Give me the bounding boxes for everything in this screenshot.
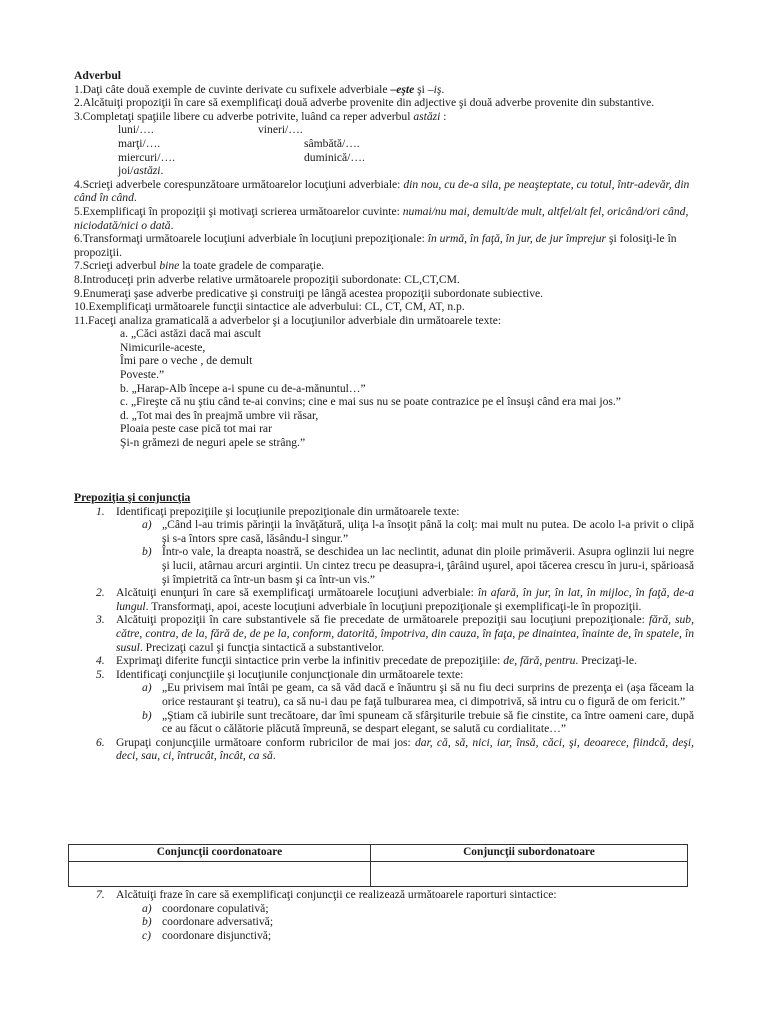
table-header-row	[69, 845, 688, 862]
text-a-line-1: a. „Căci astăzi dacă mai ascult	[120, 327, 261, 341]
table-row	[69, 862, 688, 887]
text-a-line-4: Poveste.”	[120, 368, 165, 382]
prep-item-1a: a) „Când l-au trimis părinţii la învăţătură, uliţa l-a însoţit până la colţ: mai mult nu putea. De acolo l-a privit o clipă şi s-a întors spre casă, lăsându-l singur.”	[142, 518, 694, 545]
question-3: 3.Completaţi spaţiile libere cu adverbe potrivite, luând ca reper adverbul astăzi :	[74, 109, 447, 123]
question-10: 10.Exemplificaţi următoarele funcţii sintactice ale adverbului: CL, CT, CM, AT, n.p.	[74, 300, 465, 314]
question-11: 11.Faceţi analiza gramaticală a adverbelor şi a locuţiunilor adverbiale din următoarele texte:	[74, 313, 502, 327]
prep-item-7a: a) coordonare copulativă;	[142, 901, 269, 915]
prep-section-end	[74, 888, 694, 942]
prep-item-7c: c) coordonare disjunctivă;	[142, 928, 272, 942]
text-a-line-2: Nimicurile-aceste,	[120, 340, 206, 354]
cell-coordonatoare[interactable]	[69, 862, 371, 887]
conjunction-table	[68, 844, 688, 887]
question-6: 6.Transformaţi următoarele locuţiuni adverbiale în locuţiuni prepoziţionale: în urmă, în faţă, în jur, de jur împrejur şi folosiţi-le în propoziţii.	[74, 232, 677, 259]
text-c: c. „Fireşte că nu ştiu când te-ai convins; cine e mai sus nu se poate contrazice pe el însuşi când era mai jos.”	[120, 395, 621, 409]
prep-item-3: 3. Alcătuiţi propoziţii în care substantivele să fie precedate de următoarele prepoziţii sau locuţiuni prepoziţionale: fără, sub, către, contra, de la, fără de, de pe la, conform, datorită, împotriva, din cauza, în faţa, pe dinaintea, înainte de, în spatele, în susul. Precizaţi cazul şi funcţia sintactică a substantivelor.	[96, 613, 694, 654]
prep-item-7b: b) coordonare adversativă;	[142, 915, 274, 929]
prep-item-7: 7. Alcătuiţi fraze în care să exemplificaţi conjuncţii ce realizează următoarele raporturi sintactice:	[96, 888, 557, 901]
prep-item-2: 2. Alcătuiţi enunţuri în care să exemplificaţi următoarele locuţiuni adverbiale: în afară, în jur, în lat, în mijloc, în faţă, de-a lungul. Transformaţi, apoi, aceste locuţiuni adverbiale în locuţiuni prepoziţionale şi exemplificaţi-le în propoziţii.	[96, 586, 695, 613]
adverb-title: Adverbul	[74, 69, 122, 82]
prep-item-4: 4. Exprimaţi diferite funcţii sintactice prin verbe la infinitiv precedate de prepoziţiile: de, fără, pentru. Precizaţi-le.	[96, 654, 637, 668]
days-row-2: marţi/…. sâmbătă/….	[118, 136, 360, 150]
prep-item-5a: a) „Eu privisem mai întâi pe geam, ca să văd dacă e înăuntru şi să nu fiu deci surprins de prezenţa ei (aşa făceam la orice restaurant şi teatru), ca să nu-i dau pe faţă tulburarea mea, ci dimpotrivă, să intru cu o figură de om fericit.”	[142, 681, 694, 708]
question-2: 2.Alcătuiţi propoziţii în care să exemplificaţi două adverbe provenite din adjective şi două adverbe provenite din substantive.	[74, 96, 655, 110]
header-coordonatoare: Conjuncţii coordonatoare	[69, 845, 371, 862]
prep-item-1b: b) Într-o vale, la dreapta noastră, se deschidea un lac neclintit, adunat din ploile primăverii. Asupra oglinzii lui negre şi lucii, atârnau arcuri argintii. Un cintez trecu pe deasupra-i, ţârâind uşurel, apoi tăcerea crescu în juru-i, spărioasă şi împietrită ca într-un basm şi ca într-un vis.”	[142, 545, 694, 586]
days-row-1: luni/…. vineri/….	[118, 123, 303, 137]
text-d-line-2: Ploaia peste case pică tot mai rar	[120, 422, 272, 436]
question-8: 8.Introduceţi prin adverbe relative următoarele propoziţii subordonate: CL,CT,CM.	[74, 272, 460, 286]
question-7: 7.Scrieţi adverbul bine la toate gradele de comparaţie.	[74, 259, 325, 273]
prep-item-1: 1. Identificaţi prepoziţiile şi locuţiunile prepoziţionale din următoarele texte:	[96, 504, 460, 518]
prep-item-5b: b) „Ştiam că iubirile sunt trecătoare, dar îmi spuneam că sfârşiturile trebuie să fie cinstite, ca între oameni care, după ce au făcut o călătorie plăcută împreună, se despart elegant, se salută cu cordialitate…”	[142, 708, 694, 736]
text-b: b. „Harap-Alb începe a-i spune cu de-a-mănuntul…”	[120, 381, 366, 395]
question-1: 1.Daţi câte două exemple de cuvinte derivate cu sufixele adverbiale –eşte şi –iş.	[74, 82, 445, 96]
text-d-line-3: Şi-n grămezi de neguri apele se strâng.”	[120, 436, 306, 450]
prep-title: Prepoziţia şi conjuncţia	[74, 491, 191, 504]
days-row-4: joi/astăzi.	[118, 164, 164, 178]
text-d-line-1: d. „Tot mai des în preajmă umbre vii răsar,	[120, 408, 319, 422]
question-9: 9.Enumeraţi şase adverbe predicative şi construiţi pe lângă acestea propoziţii subordonate subiective.	[74, 286, 544, 300]
header-subordonatoare: Conjuncţii subordonatoare	[370, 845, 687, 862]
prep-item-5: 5. Identificaţi conjuncţiile şi locuţiunile conjuncţionale din următoarele texte:	[96, 667, 464, 681]
question-5: 5.Exemplificaţi în propoziţii şi motivaţi scrierea următoarelor cuvinte: numai/nu mai, demult/de mult, altfel/alt fel, oricând/ori când, niciodată/nici o dată.	[74, 204, 689, 232]
prep-section	[74, 491, 694, 763]
days-row-3: miercuri/…. duminică/….	[118, 150, 365, 164]
cell-subordonatoare[interactable]	[370, 862, 687, 887]
adverb-section	[74, 69, 694, 450]
question-4: 4.Scrieţi adverbele corespunzătoare următoarelor locuţiuni adverbiale: din nou, cu de-a sila, pe neaşteptate, cu totul, într-adevăr, din când în când.	[74, 177, 690, 205]
text-a-line-3: Îmi pare o veche , de demult	[120, 354, 253, 368]
prep-item-6: 6. Grupaţi conjuncţiile următoare conform rubricilor de mai jos: dar, că, să, nici, iar, însă, căci, şi, deoarece, fiindcă, deşi, deci, sau, ci, întrucât, încât, ca să.	[96, 735, 694, 763]
